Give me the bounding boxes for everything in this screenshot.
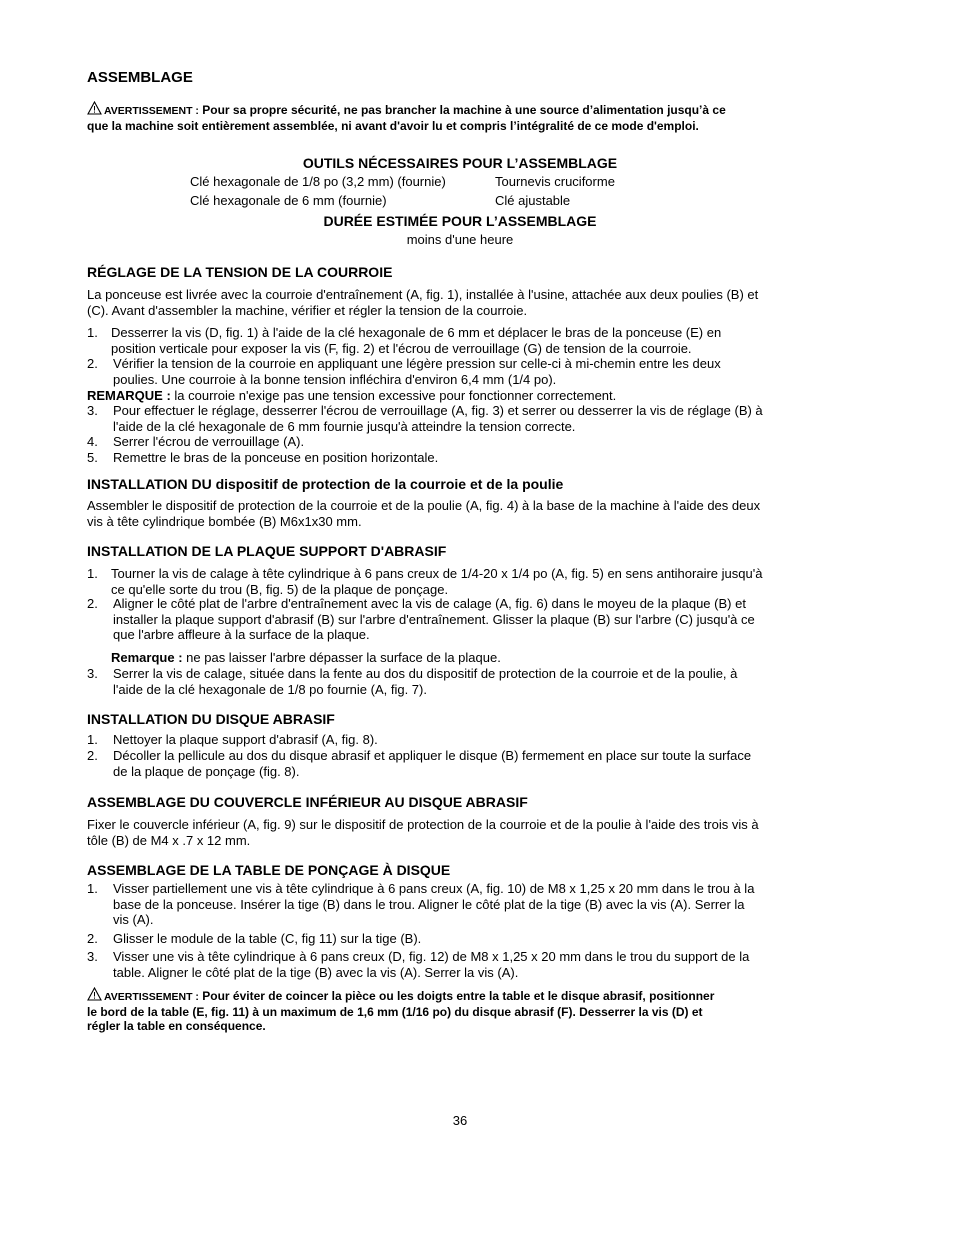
- tools-heading: OUTILS NÉCESSAIRES POUR L’ASSEMBLAGE: [302, 155, 618, 171]
- warning-triangle-icon: [87, 101, 102, 115]
- warning-triangle-icon: [87, 987, 102, 1001]
- list-item: 3. Serrer la vis de calage, située dans la fente au dos du dispositif de protection de la courroie et de la poulie, à l'aide de la clé hexagonale de 1/8 po fournie (A, fig. 7).: [87, 666, 837, 697]
- paragraph-line: Fixer le couvercle inférieur (A, fig. 9) sur le dispositif de protection de la courroie et de la poulie à l'aide des trois vis à: [87, 817, 759, 832]
- tool-item: Clé hexagonale de 1/8 po (3,2 mm) (fournie): [190, 174, 446, 189]
- warning-label: AVERTISSEMENT :: [104, 105, 199, 117]
- list-item-text: que l'arbre affleure à la surface de la plaque.: [113, 627, 370, 643]
- warning-text: Pour éviter de coincer la pièce ou les doigts entre la table et le disque abrasif, positionner: [202, 989, 715, 1003]
- section-heading: ASSEMBLAGE DE LA TABLE DE PONÇAGE À DISQUE: [87, 862, 451, 878]
- list-item-text: Serrer la vis de calage, située dans la fente au dos du dispositif de protection de la courroie et de la poulie, à: [113, 666, 738, 681]
- paragraph: [87, 287, 837, 318]
- list-item: 2. Glisser le module de la table (C, fig 11) sur la tige (B).: [87, 931, 422, 946]
- paragraph-line: La ponceuse est livrée avec la courroie d'entraînement (A, fig. 1), installée à l'usine, attachée aux deux poulies (B) et: [87, 287, 759, 302]
- time-value: moins d'une heure: [406, 232, 514, 247]
- list-item-text: Glisser le module de la table (C, fig 11) sur la tige (B).: [113, 931, 422, 946]
- warning-block: [87, 987, 837, 1034]
- remark-label: Remarque :: [111, 650, 183, 665]
- section-heading: RÉGLAGE DE LA TENSION DE LA COURROIE: [87, 264, 393, 280]
- warning-text-line: régler la table en conséquence.: [87, 1019, 266, 1033]
- list-item-text: Nettoyer la plaque support d'abrasif (A, fig. 8).: [113, 732, 378, 747]
- list-item: 2. Décoller la pellicule au dos du disque abrasif et appliquer le disque (B) fermement en place sur toute la surface de la plaque de ponçage (fig. 8).: [87, 748, 837, 779]
- list-item: 1. Visser partiellement une vis à tête cylindrique à 6 pans creux (A, fig. 10) de M8 x 1,25 x 20 mm dans le trou à la base de la ponceuse. Insérer la tige (B) dans le trou. Aligner le côté plat de la tige (B) avec la vis (A). Serrer la vis (A).: [87, 881, 837, 928]
- paragraph: [87, 817, 837, 848]
- remark: [87, 388, 616, 404]
- tool-item: Tournevis cruciforme: [495, 174, 615, 189]
- warning-text-line: que la machine soit entièrement assemblée, ni avant d'avoir lu et compris l’intégralité de ce mode d'emploi.: [87, 118, 699, 133]
- list-item: 4. Serrer l'écrou de verrouillage (A).: [87, 434, 305, 449]
- list-item: 1. Tourner la vis de calage à tête cylindrique à 6 pans creux de 1/4-20 x 1/4 po (A, fig. 5) en sens antihoraire jusqu'à ce qu'elle sorte du trou (B, fig. 5) de la plaque de ponçage.: [87, 566, 837, 597]
- paragraph: [87, 498, 837, 529]
- list-item: 1. Desserrer la vis (D, fig. 1) à l'aide de la clé hexagonale de 6 mm et déplacer le bras de la ponceuse (E) en position verticale pour exposer la vis (F, fig. 2) et l'écrou de verrouillage (G) de tension de la courroie.: [87, 325, 833, 356]
- list-item-text: vis (A).: [113, 912, 154, 928]
- list-item-text: Pour effectuer le réglage, desserrer l'écrou de verrouillage (A, fig. 3) et serrer ou desserrer la vis de réglage (B) à: [113, 403, 763, 418]
- time-heading: DURÉE ESTIMÉE POUR L’ASSEMBLAGE: [323, 213, 597, 229]
- remark: [111, 650, 501, 666]
- list-item-text: Desserrer la vis (D, fig. 1) à l'aide de la clé hexagonale de 6 mm et déplacer le bras de la ponceuse (E) en: [111, 325, 722, 340]
- list-item: 3. Pour effectuer le réglage, desserrer l'écrou de verrouillage (A, fig. 3) et serrer ou desserrer la vis de réglage (B) à l'aide de la clé hexagonale de 6 mm fournie jusqu'à atteindre la tension correcte.: [87, 403, 837, 434]
- page-number: 36: [452, 1113, 468, 1128]
- tool-item: Clé ajustable: [495, 193, 571, 208]
- list-item-text: base de la ponceuse. Insérer la tige (B) dans le trou. Aligner le côté plat de la tige (B) avec la vis (A). Serrer la: [113, 896, 745, 912]
- warning-label: AVERTISSEMENT :: [104, 991, 199, 1003]
- list-item-text: table. Aligner le côté plat de la tige (B) avec la vis (A). Serrer la vis (A).: [113, 964, 519, 980]
- list-item-text: de la plaque de ponçage (fig. 8).: [113, 763, 300, 779]
- list-item-text: ce qu'elle sorte du trou (B, fig. 5) de la plaque de ponçage.: [111, 581, 449, 597]
- paragraph-line: Assembler le dispositif de protection de la courroie et de la poulie (A, fig. 4) à la base de la machine à l'aide des deux: [87, 498, 761, 513]
- list-item: 5. Remettre le bras de la ponceuse en position horizontale.: [87, 450, 439, 465]
- section-heading: INSTALLATION DE LA PLAQUE SUPPORT D'ABRASIF: [87, 543, 447, 559]
- list-item-text: Vérifier la tension de la courroie en appliquant une légère pression sur celle-ci à mi-chemin entre les deux: [113, 356, 721, 371]
- list-item-text: Aligner le côté plat de l'arbre d'entraînement avec la vis de calage (A, fig. 6) dans le moyeu de la plaque (B) et: [113, 596, 746, 611]
- section-heading: INSTALLATION DU DISQUE ABRASIF: [87, 711, 335, 727]
- list-item-text: installer la plaque support d'abrasif (B) sur l'arbre d'entraînement. Glisser la plaque (B) sur l'arbre (C) jusqu'à ce: [113, 611, 755, 627]
- list-item-text: Remettre le bras de la ponceuse en position horizontale.: [113, 450, 439, 465]
- list-item: 1. Nettoyer la plaque support d'abrasif (A, fig. 8).: [87, 732, 378, 747]
- list-item-text: l'aide de la clé hexagonale de 6 mm fournie jusqu'à atteindre la tension correcte.: [113, 418, 576, 434]
- list-item-text: Tourner la vis de calage à tête cylindrique à 6 pans creux de 1/4-20 x 1/4 po (A, fig. 5) en sens antihoraire jusqu'à: [111, 566, 763, 581]
- list-item: 2. Aligner le côté plat de l'arbre d'entraînement avec la vis de calage (A, fig. 6) dans le moyeu de la plaque (B) et installer la plaque support d'abrasif (B) sur l'arbre d'entraînement. Glisser la plaque (B) sur l'arbre (C) jusqu'à ce que l'arbre affleure à la surface de la plaque.: [87, 596, 837, 643]
- paragraph-line: vis à tête cylindrique bombée (B) M6x1x30 mm.: [87, 513, 362, 529]
- paragraph-line: tôle (B) de M4 x .7 x 12 mm.: [87, 832, 251, 848]
- page-title: ASSEMBLAGE: [87, 69, 193, 86]
- section-heading: ASSEMBLAGE DU COUVERCLE INFÉRIEUR AU DISQUE ABRASIF: [87, 794, 528, 810]
- list-item-text: l'aide de la clé hexagonale de 1/8 po fournie (A, fig. 7).: [113, 681, 427, 697]
- remark-text: ne pas laisser l'arbre dépasser la surface de la plaque.: [186, 650, 501, 665]
- tool-item: Clé hexagonale de 6 mm (fournie): [190, 193, 387, 208]
- list-item-text: poulies. Une courroie à la bonne tension infléchira d'environ 6,4 mm (1/4 po).: [113, 371, 557, 387]
- warning-text-line: le bord de la table (E, fig. 11) à un maximum de 1,6 mm (1/16 po) du disque abrasif (F). Desserrer la vis (D) et: [87, 1004, 703, 1019]
- remark-text: la courroie n'exige pas une tension excessive pour fonctionner correctement.: [174, 388, 617, 403]
- list-item: 2. Vérifier la tension de la courroie en appliquant une légère pression sur celle-ci à mi-chemin entre les deux poulies. Une courroie à la bonne tension infléchira d'environ 6,4 mm (1/4 po).: [87, 356, 833, 387]
- list-item-text: Décoller la pellicule au dos du disque abrasif et appliquer le disque (B) fermement en place sur toute la surface: [113, 748, 752, 763]
- warning-text: Pour sa propre sécurité, ne pas brancher la machine à une source d’alimentation jusqu’à ce: [202, 103, 726, 117]
- list-item: 3. Visser une vis à tête cylindrique à 6 pans creux (D, fig. 12) de M8 x 1,25 x 20 mm dans le trou du support de la table. Aligner le côté plat de la tige (B) avec la vis (A). Serrer la vis (A).: [87, 949, 837, 980]
- list-item-text: position verticale pour exposer la vis (F, fig. 2) et l'écrou de verrouillage (G) de tension de la courroie.: [111, 340, 692, 356]
- remark-label: REMARQUE :: [87, 388, 171, 403]
- section-heading: INSTALLATION DU dispositif de protection de la courroie et de la poulie: [87, 476, 564, 492]
- list-item-text: Serrer l'écrou de verrouillage (A).: [113, 434, 305, 449]
- list-item-text: Visser une vis à tête cylindrique à 6 pans creux (D, fig. 12) de M8 x 1,25 x 20 mm dans le trou du support de la: [113, 949, 750, 964]
- warning-block: [87, 101, 833, 133]
- list-item-text: Visser partiellement une vis à tête cylindrique à 6 pans creux (A, fig. 10) de M8 x 1,25 x 20 mm dans le trou à la: [113, 881, 755, 896]
- paragraph-line: (C). Avant d'assembler la machine, vérifier et régler la tension de la courroie.: [87, 302, 528, 318]
